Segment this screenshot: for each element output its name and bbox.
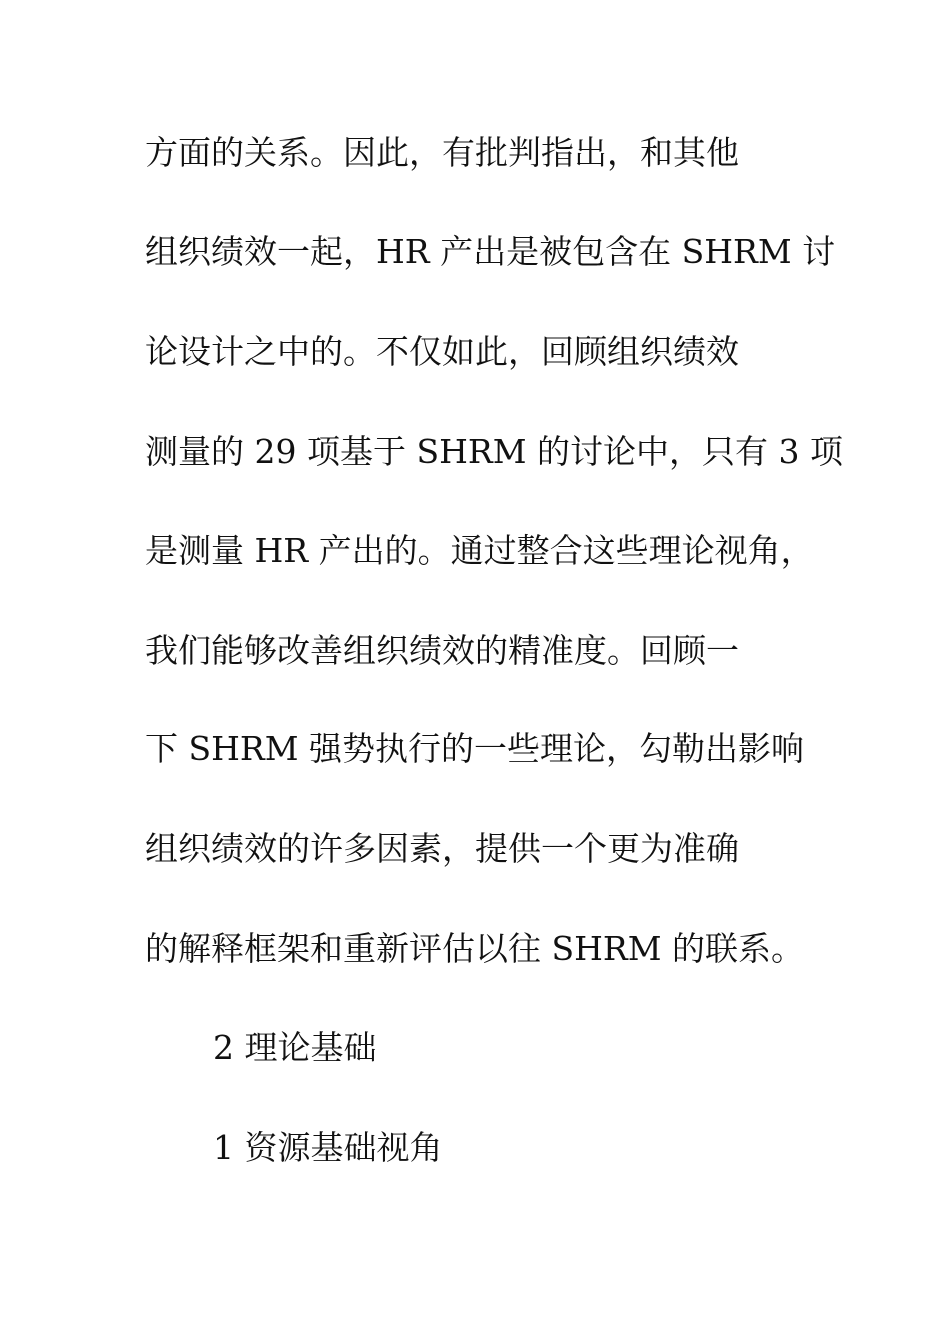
paragraph-line: 组织绩效的许多因素，提供一个更为准确 (145, 829, 739, 868)
paragraph-line: 论设计之中的。不仅如此，回顾组织绩效 (145, 332, 739, 371)
paragraph-line: 是测量 HR 产出的。通过整合这些理论视角， (145, 531, 814, 570)
paragraph-line: 组织绩效一起，HR 产出是被包含在 SHRM 讨 (145, 232, 836, 271)
paragraph-line: 下 SHRM 强势执行的一些理论，勾勒出影响 (145, 729, 805, 768)
paragraph-line: 我们能够改善组织绩效的精准度。回顾一 (145, 631, 739, 670)
paragraph-line: 方面的关系。因此，有批判指出，和其他 (145, 133, 739, 172)
section-heading: 2 理论基础 (213, 1028, 377, 1067)
subsection-heading: 1 资源基础视角 (213, 1128, 443, 1167)
paragraph-line: 的解释框架和重新评估以往 SHRM 的联系。 (145, 929, 805, 968)
paragraph-line: 测量的 29 项基于 SHRM 的讨论中，只有 3 项 (145, 432, 843, 471)
